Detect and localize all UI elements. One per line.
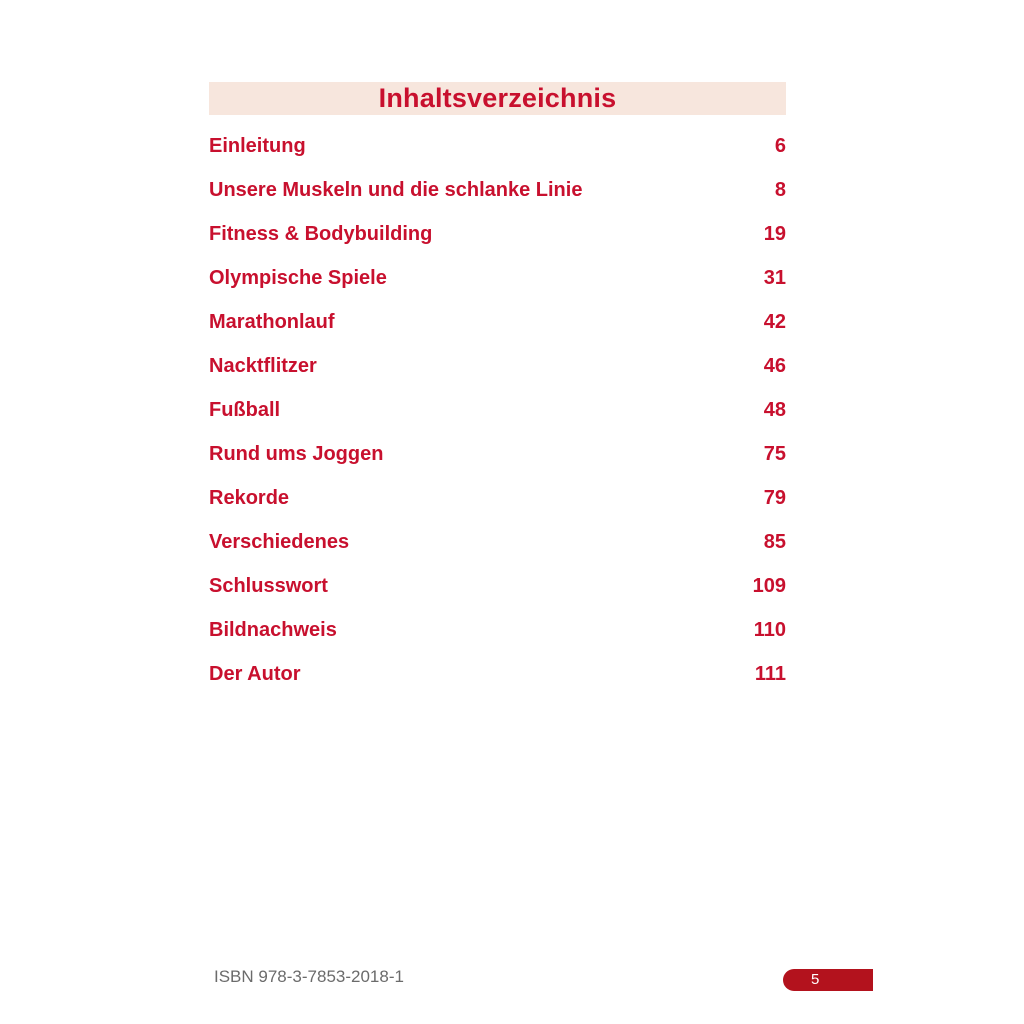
toc-entry[interactable] bbox=[209, 306, 786, 350]
title-banner bbox=[209, 82, 786, 115]
toc-entry-page: 31 bbox=[763, 267, 786, 289]
toc-entry-page: 48 bbox=[763, 399, 786, 421]
toc-entry[interactable] bbox=[209, 350, 786, 394]
toc-entry[interactable] bbox=[209, 130, 786, 174]
toc-entry-label: Olympische Spiele bbox=[209, 267, 387, 289]
toc-entry-label: Fußball bbox=[209, 399, 281, 421]
toc-entry[interactable] bbox=[209, 614, 786, 658]
toc-entry-page: 46 bbox=[763, 355, 786, 377]
toc-entry-page: 6 bbox=[774, 135, 786, 157]
toc-entry-label: Fitness & Bodybuilding bbox=[209, 223, 433, 245]
toc-entry[interactable] bbox=[209, 570, 786, 614]
toc-entry-page: 109 bbox=[752, 575, 786, 597]
toc-entry-label: Marathonlauf bbox=[209, 311, 335, 333]
toc-entry-label: Unsere Muskeln und die schlanke Linie bbox=[209, 179, 583, 201]
toc-entry-label: Verschiedenes bbox=[209, 531, 350, 553]
toc-entry-page: 79 bbox=[763, 487, 786, 509]
toc-entry-page: 111 bbox=[754, 663, 786, 685]
toc-entry-page: 8 bbox=[774, 179, 786, 201]
page-number-badge bbox=[783, 969, 873, 991]
toc-entry-label: Rund ums Joggen bbox=[209, 443, 384, 465]
toc-entry[interactable] bbox=[209, 482, 786, 526]
isbn-text: ISBN 978-3-7853-2018-1 bbox=[214, 967, 404, 986]
toc-entry-page: 42 bbox=[763, 311, 786, 333]
toc-entry-page: 85 bbox=[763, 531, 786, 553]
toc-entry[interactable] bbox=[209, 174, 786, 218]
table-of-contents bbox=[209, 130, 786, 702]
toc-entry-page: 19 bbox=[763, 223, 786, 245]
page-title: Inhaltsverzeichnis bbox=[378, 83, 617, 113]
toc-entry-label: Der Autor bbox=[209, 663, 301, 685]
toc-entry[interactable] bbox=[209, 218, 786, 262]
toc-entry-label: Rekorde bbox=[209, 487, 290, 509]
toc-entry[interactable] bbox=[209, 438, 786, 482]
toc-entry-label: Bildnachweis bbox=[209, 619, 337, 641]
toc-entry-label: Einleitung bbox=[209, 135, 306, 157]
toc-entry-page: 110 bbox=[753, 619, 786, 641]
toc-entry-label: Schlusswort bbox=[209, 575, 328, 597]
toc-entry[interactable] bbox=[209, 394, 786, 438]
page-number: 5 bbox=[811, 971, 820, 988]
toc-entry[interactable] bbox=[209, 262, 786, 306]
toc-entry[interactable] bbox=[209, 526, 786, 570]
toc-entry-page: 75 bbox=[763, 443, 786, 465]
toc-entry-label: Nacktflitzer bbox=[209, 355, 317, 377]
toc-entry[interactable] bbox=[209, 658, 786, 702]
